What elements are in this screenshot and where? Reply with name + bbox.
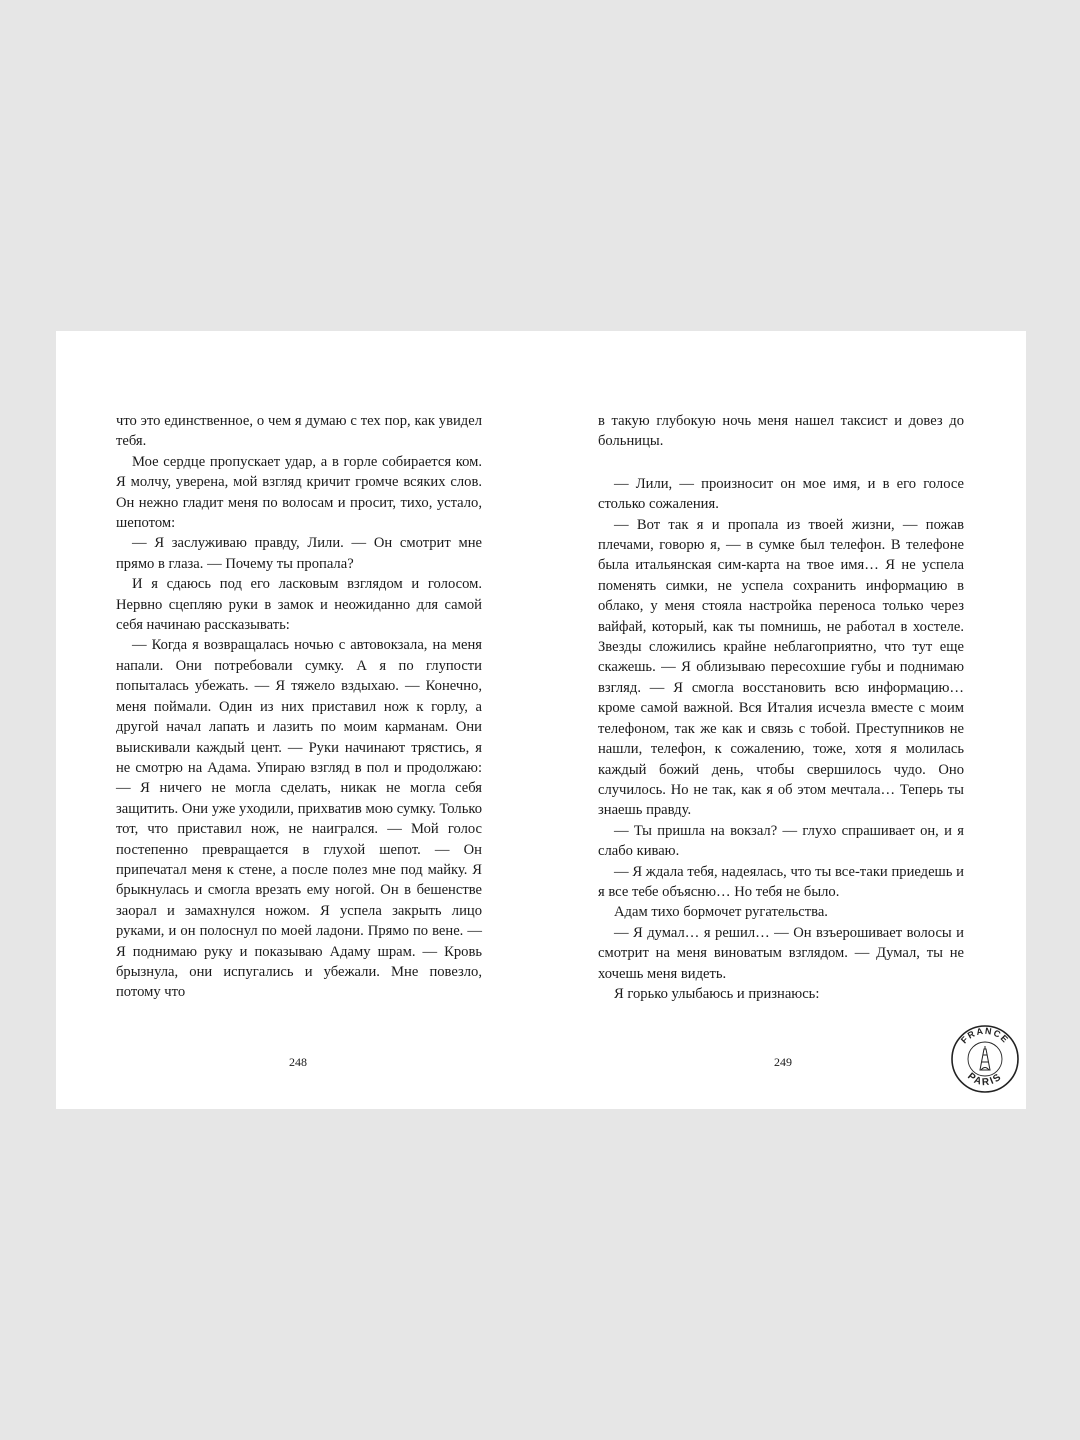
paragraph: Адам тихо бормочет ругательства. bbox=[614, 904, 828, 921]
stamp-bottom-text: PARIS bbox=[965, 1070, 1005, 1089]
left-page bbox=[116, 411, 482, 1003]
paragraph: — Когда я возвращалась ночью с автовокзала, на меня напали. Они потребовали сумку. А я по глупости попыталась убежать. — Я тяжело вздыхаю. — Конечно, меня поймали. Один из них приставил нож к горлу, а другой начал лапать и лазить по моим карманам. Они выискивали каждый цент. — Руки начинают трястись, я не смотрю на Адама. Упираю взгляд в пол и продолжаю: — Я ничего не могла сделать, никак не могла себя защитить. Они уже уходили, прихватив мою сумку. Только тот, что приставил нож, не наигрался. — Мой голос постепенно превращается в глухой шепот. — Он припечатал меня к стене, а после полез мне под майку. Я брыкнулась и смогла врезать ему ногой. Он в бешенстве заорал и замахнулся ножом. Я успела закрыть лицо руками, и он полоснул по моей ладони. Прямо по вене. — Я поднимаю руку и показываю Адаму шрам. — Кровь брызнула, они испугались и убежали. Мне повезло, потому что bbox=[116, 637, 482, 1001]
paragraph: Мое сердце пропускает удар, а в горле собирается ком. Я молчу, уверена, мой взгляд кричит громче всяких слов. Он нежно гладит меня по волосам и просит, тихо, устало, шепотом: bbox=[116, 453, 482, 532]
paragraph: — Лили, — произносит он мое имя, и в его голосе столько сожаления. bbox=[598, 475, 964, 513]
paragraph: — Я ждала тебя, надеялась, что ты все-таки приедешь и я все тебе объясню… Но тебя не было. bbox=[598, 863, 964, 900]
book-spread bbox=[56, 331, 1026, 1109]
svg-text:PARIS bbox=[965, 1071, 1004, 1088]
paragraph: — Я заслуживаю правду, Лили. — Он смотрит мне прямо в глаза. — Почему ты пропала? bbox=[116, 535, 482, 572]
paragraph: в такую глубокую ночь меня нашел таксист и довез до больницы. bbox=[598, 413, 964, 450]
paragraph: — Вот так я и пропала из твоей жизни, — пожав плечами, говорю я, — в сумке был телефон. В телефоне была итальянская сим-карта на твое имя… Я не успела поменять симки, не успела сохранить информацию в облако, у меня стояла настройка переноса только через вайфай, который, как ты помнишь, не работал в хостеле. Звезды сложились крайне неблагоприятно, что тут еще скажешь. — Я облизываю пересохшие губы и поднимаю взгляд. — Я смогла восстановить всю информацию… кроме самой важной. Вся Италия исчезла вместе с моим телефоном, так же как и связь с тобой. Преступников не нашли, телефон, к сожалению, тоже, хотя я молилась каждый божий день, чтобы свершилось чудо. Оно случилось. Но не так, как я об этом мечтала… Теперь ты знаешь правду. bbox=[598, 516, 964, 819]
svg-text:FRANCE bbox=[959, 1026, 1011, 1046]
eiffel-tower-icon bbox=[980, 1046, 990, 1070]
page-number-left: 248 bbox=[289, 1055, 307, 1069]
paragraph: что это единственное, о чем я думаю с тех пор, как увидел тебя. bbox=[116, 413, 482, 450]
paris-stamp-icon bbox=[950, 1024, 1020, 1094]
right-page bbox=[598, 411, 964, 1004]
page-number-right: 249 bbox=[774, 1055, 792, 1069]
stamp-top-text: FRANCE bbox=[958, 1025, 1011, 1046]
paragraph: И я сдаюсь под его ласковым взглядом и голосом. Нервно сцепляю руки в замок и неожиданно для самой себя начинаю рассказывать: bbox=[116, 576, 482, 634]
paragraph: Я горько улыбаюсь и признаюсь: bbox=[614, 985, 820, 1002]
paragraph: — Ты пришла на вокзал? — глухо спрашивает он, и я слабо киваю. bbox=[598, 822, 964, 860]
paragraph: — Я думал… я решил… — Он взъерошивает волосы и смотрит на меня виноватым взглядом. — Думал, ты не хочешь меня видеть. bbox=[598, 924, 964, 982]
